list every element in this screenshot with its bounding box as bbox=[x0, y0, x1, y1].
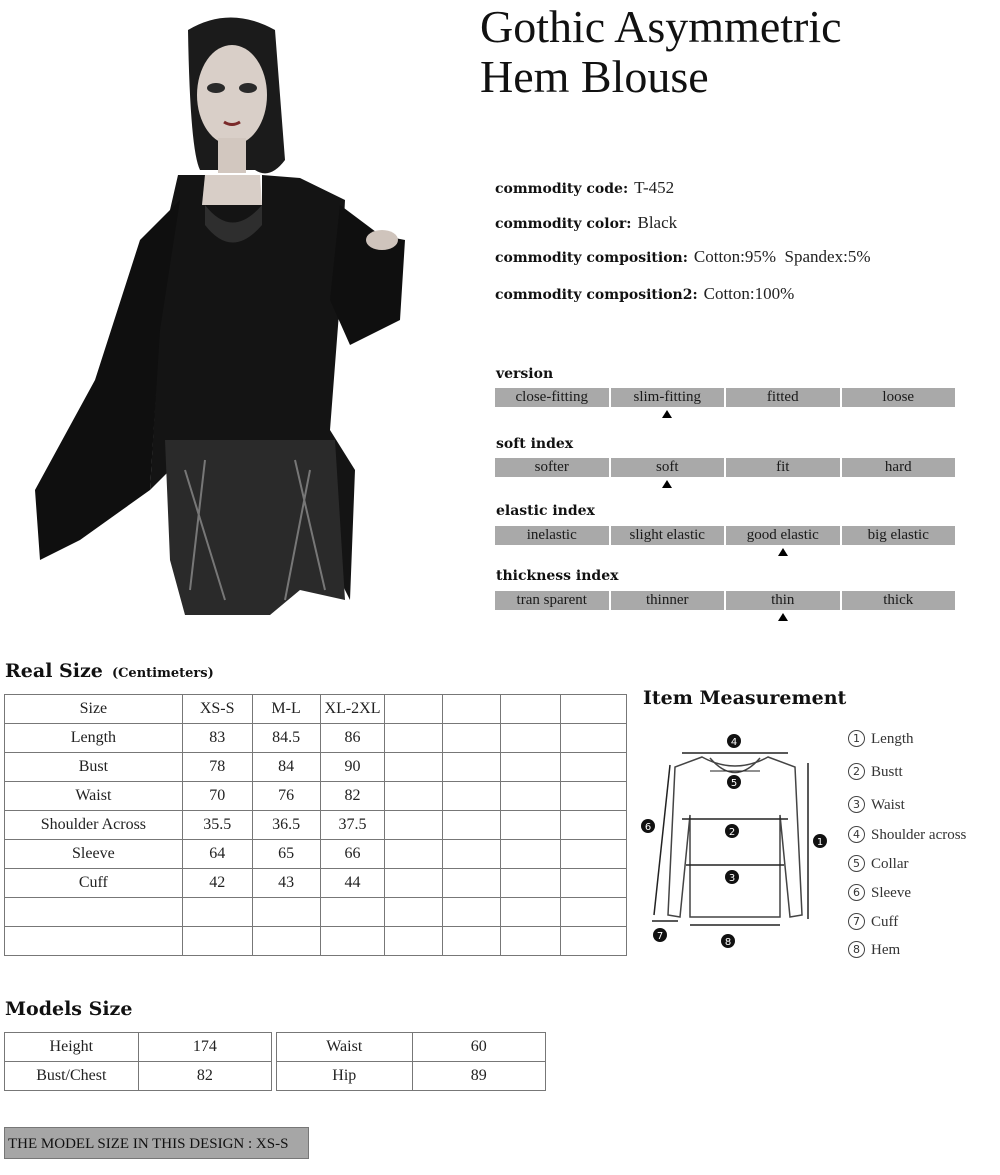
commodity-color-label: commodity color: bbox=[495, 216, 632, 232]
selected-marker-icon bbox=[778, 548, 788, 556]
svg-text:5: 5 bbox=[730, 778, 738, 789]
table-cell: 84.5 bbox=[252, 724, 320, 753]
svg-text:1: 1 bbox=[816, 837, 824, 848]
table-cell: 82 bbox=[320, 782, 385, 811]
models-size-title: Models Size bbox=[5, 998, 133, 1020]
table-cell: 86 bbox=[320, 724, 385, 753]
soft-index-option: fit bbox=[726, 458, 840, 477]
product-photo bbox=[0, 0, 420, 620]
commodity-composition-row bbox=[495, 247, 871, 267]
table-cell-empty bbox=[501, 695, 561, 724]
table-header-cell: XL-2XL bbox=[320, 695, 385, 724]
number-icon: 6 bbox=[848, 884, 865, 901]
elastic-index-option-selected: good elastic bbox=[726, 526, 840, 545]
table-cell-empty bbox=[501, 811, 561, 840]
table-cell: 174 bbox=[138, 1033, 271, 1062]
table-cell-empty bbox=[385, 695, 443, 724]
selected-marker-icon bbox=[662, 480, 672, 488]
thickness-index-option-selected: thin bbox=[726, 591, 840, 610]
legend-item: 6 Sleeve bbox=[848, 884, 911, 902]
table-cell: Height bbox=[5, 1033, 139, 1062]
table-cell-empty bbox=[385, 811, 443, 840]
table-cell-empty bbox=[385, 869, 443, 898]
table-cell-empty bbox=[561, 811, 627, 840]
table-cell-empty bbox=[561, 724, 627, 753]
thickness-index-title: thickness index bbox=[496, 568, 619, 584]
elastic-index-option: big elastic bbox=[842, 526, 956, 545]
legend-item: 1 Length bbox=[848, 730, 914, 748]
legend-item: 4 Shoulder across bbox=[848, 826, 966, 844]
commodity-composition2-row bbox=[495, 284, 794, 304]
table-row bbox=[277, 1062, 546, 1091]
table-cell: 35.5 bbox=[182, 811, 252, 840]
table-row-empty bbox=[5, 898, 627, 927]
commodity-composition2-label: commodity composition2: bbox=[495, 287, 698, 303]
product-title bbox=[480, 2, 980, 102]
table-cell-empty bbox=[561, 840, 627, 869]
table-cell-empty bbox=[501, 869, 561, 898]
soft-index-option-selected: soft bbox=[611, 458, 725, 477]
table-row bbox=[5, 1062, 272, 1091]
real-size-title: Real Size bbox=[5, 660, 103, 682]
version-option: fitted bbox=[726, 388, 840, 407]
table-row bbox=[5, 753, 627, 782]
table-cell-empty bbox=[561, 869, 627, 898]
legend-item: 3 Waist bbox=[848, 796, 905, 814]
svg-text:3: 3 bbox=[728, 873, 736, 884]
title-line-2: Hem Blouse bbox=[480, 51, 709, 102]
garment-diagram bbox=[640, 725, 840, 955]
svg-text:6: 6 bbox=[644, 822, 652, 833]
commodity-code-row bbox=[495, 178, 674, 198]
size-table bbox=[4, 694, 627, 956]
legend-item: 7 Cuff bbox=[848, 913, 898, 931]
selected-marker-icon bbox=[778, 613, 788, 621]
table-cell: 83 bbox=[182, 724, 252, 753]
number-icon: 3 bbox=[848, 796, 865, 813]
table-header-cell: Size bbox=[5, 695, 183, 724]
soft-index-bar bbox=[495, 458, 955, 477]
table-cell-empty bbox=[501, 840, 561, 869]
table-cell: 84 bbox=[252, 753, 320, 782]
thickness-index-option: thinner bbox=[611, 591, 725, 610]
table-row bbox=[277, 1033, 546, 1062]
number-icon: 5 bbox=[848, 855, 865, 872]
table-row bbox=[5, 869, 627, 898]
soft-index-option: softer bbox=[495, 458, 609, 477]
table-cell: 90 bbox=[320, 753, 385, 782]
title-line-1: Gothic Asymmetric bbox=[480, 1, 842, 52]
table-row bbox=[5, 1033, 272, 1062]
svg-text:7: 7 bbox=[656, 931, 664, 942]
commodity-code-label: commodity code: bbox=[495, 181, 629, 197]
number-icon: 4 bbox=[848, 826, 865, 843]
table-row bbox=[5, 782, 627, 811]
table-cell: Bust bbox=[5, 753, 183, 782]
elastic-index-option: inelastic bbox=[495, 526, 609, 545]
table-cell: 42 bbox=[182, 869, 252, 898]
table-cell-empty bbox=[443, 724, 501, 753]
table-cell-empty bbox=[443, 695, 501, 724]
thickness-index-option: thick bbox=[842, 591, 956, 610]
table-cell: Length bbox=[5, 724, 183, 753]
number-icon: 7 bbox=[848, 913, 865, 930]
svg-text:2: 2 bbox=[728, 827, 736, 838]
legend-item: 5 Collar bbox=[848, 855, 909, 873]
version-option: loose bbox=[842, 388, 956, 407]
table-cell-empty bbox=[385, 753, 443, 782]
thickness-index-option: tran sparent bbox=[495, 591, 609, 610]
commodity-code-value: T-452 bbox=[634, 178, 675, 197]
table-row bbox=[5, 811, 627, 840]
table-cell-empty bbox=[561, 695, 627, 724]
commodity-composition-value: Cotton:95% Spandex:5% bbox=[693, 247, 871, 266]
number-icon: 2 bbox=[848, 763, 865, 780]
table-cell: 66 bbox=[320, 840, 385, 869]
table-header-row bbox=[5, 695, 627, 724]
table-cell: 44 bbox=[320, 869, 385, 898]
table-cell-empty bbox=[443, 869, 501, 898]
table-cell-empty bbox=[501, 753, 561, 782]
table-cell-empty bbox=[501, 782, 561, 811]
table-cell: 36.5 bbox=[252, 811, 320, 840]
table-cell: Hip bbox=[277, 1062, 413, 1091]
commodity-composition2-value: Cotton:100% bbox=[703, 284, 795, 303]
legend-item: 8 Hem bbox=[848, 941, 900, 959]
table-row bbox=[5, 724, 627, 753]
elastic-index-title: elastic index bbox=[496, 503, 595, 519]
table-cell: 70 bbox=[182, 782, 252, 811]
soft-index-option: hard bbox=[842, 458, 956, 477]
thickness-index-bar bbox=[495, 591, 955, 610]
table-cell-empty bbox=[443, 753, 501, 782]
table-cell: 43 bbox=[252, 869, 320, 898]
table-row-empty bbox=[5, 927, 627, 956]
table-cell: 76 bbox=[252, 782, 320, 811]
version-option: close-fitting bbox=[495, 388, 609, 407]
real-size-heading bbox=[5, 660, 214, 682]
svg-text:8: 8 bbox=[724, 937, 732, 948]
table-cell-empty bbox=[561, 753, 627, 782]
table-cell-empty bbox=[385, 782, 443, 811]
svg-text:4: 4 bbox=[730, 737, 738, 748]
elastic-index-option: slight elastic bbox=[611, 526, 725, 545]
selected-marker-icon bbox=[662, 410, 672, 418]
table-cell-empty bbox=[443, 811, 501, 840]
commodity-color-value: Black bbox=[637, 213, 678, 232]
table-cell: 60 bbox=[412, 1033, 545, 1062]
table-cell: 82 bbox=[138, 1062, 271, 1091]
table-cell: 78 bbox=[182, 753, 252, 782]
table-cell-empty bbox=[443, 840, 501, 869]
table-cell-empty bbox=[501, 724, 561, 753]
table-cell: 64 bbox=[182, 840, 252, 869]
models-size-table-left bbox=[4, 1032, 272, 1091]
table-cell: 89 bbox=[412, 1062, 545, 1091]
legend-item: 2 Bustt bbox=[848, 763, 903, 781]
version-title: version bbox=[496, 366, 554, 382]
version-option-selected: slim-fitting bbox=[611, 388, 725, 407]
table-cell: 37.5 bbox=[320, 811, 385, 840]
real-size-unit: (Centimeters) bbox=[111, 666, 214, 681]
table-cell-empty bbox=[385, 724, 443, 753]
table-cell: 65 bbox=[252, 840, 320, 869]
model-size-note: THE MODEL SIZE IN THIS DESIGN : XS-S bbox=[4, 1127, 309, 1159]
table-row bbox=[5, 840, 627, 869]
number-icon: 1 bbox=[848, 730, 865, 747]
soft-index-title: soft index bbox=[496, 436, 574, 452]
table-header-cell: M-L bbox=[252, 695, 320, 724]
commodity-composition-label: commodity composition: bbox=[495, 250, 688, 266]
commodity-color-row bbox=[495, 213, 677, 233]
table-cell: Bust/Chest bbox=[5, 1062, 139, 1091]
elastic-index-bar bbox=[495, 526, 955, 545]
item-measurement-title: Item Measurement bbox=[643, 687, 847, 709]
table-header-cell: XS-S bbox=[182, 695, 252, 724]
models-size-table-right bbox=[276, 1032, 546, 1091]
table-cell-empty bbox=[443, 782, 501, 811]
table-cell: Shoulder Across bbox=[5, 811, 183, 840]
table-cell: Sleeve bbox=[5, 840, 183, 869]
table-cell: Cuff bbox=[5, 869, 183, 898]
table-cell: Waist bbox=[277, 1033, 413, 1062]
number-icon: 8 bbox=[848, 941, 865, 958]
table-cell-empty bbox=[561, 782, 627, 811]
table-cell-empty bbox=[385, 840, 443, 869]
version-bar bbox=[495, 388, 955, 407]
table-cell: Waist bbox=[5, 782, 183, 811]
